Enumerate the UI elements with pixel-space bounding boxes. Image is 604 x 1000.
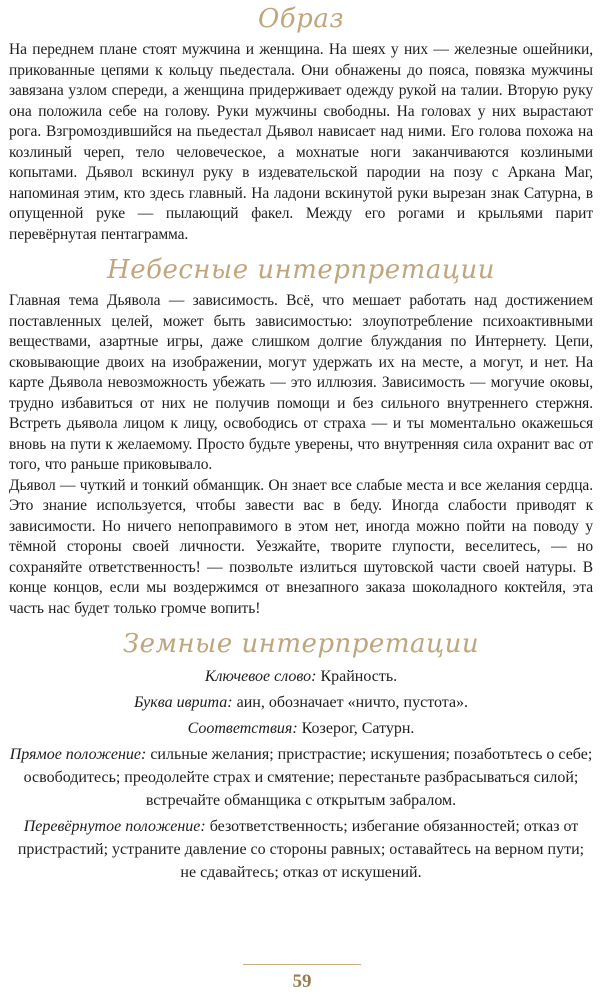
entry-correspondences bbox=[9, 717, 593, 740]
entry-label: Соответствия: bbox=[187, 720, 298, 737]
earthly-entries-list bbox=[9, 665, 593, 884]
heavenly-section-heading: Небесные интерпретации bbox=[107, 255, 495, 285]
entry-text: Крайность. bbox=[320, 668, 398, 685]
image-section bbox=[9, 4, 593, 245]
entry-text: Козерог, Сатурн. bbox=[301, 720, 415, 737]
earthly-section-heading: Земные интерпретации bbox=[122, 629, 480, 659]
heavenly-interpretations-section bbox=[9, 255, 593, 619]
heavenly-paragraph: Главная тема Дьявола — зависимость. Всё, что мешает работать над достижением поставленных целей, может быть зависимостью: злоупотребление психоактивными веществами, азартные игры, даже слишком долгие блуждания по Интернету. Цепи, сковывающие двоих на изображении, могут удержать их на месте, а могут, и нет. На карте Дьявола невозможность убежать — это иллюзия. Зависимость — могучие оковы, трудно избавиться от них не получив помощи и без сильного внутреннего стержня. Встреть дьявола лицом к лицу, освободись от страха — и ты моментально окажешься вновь на пути к желаемому. Просто будьте уверены, что внутренняя сила охранит вас от того, что раньше приковывало. bbox=[9, 292, 593, 473]
entry-hebrew-letter bbox=[9, 691, 593, 714]
entry-upright-position bbox=[9, 743, 593, 812]
entry-text: аин, обозначает «ничто, пустота». bbox=[236, 694, 469, 711]
heavenly-paragraph: Дьявол — чуткий и тонкий обманщик. Он знает все слабые места и все желания сердца. Это знание используется, чтобы завести вас в беду. Иногда слабости приводят к зависимости. Но ничего непоправимого в этом нет, иногда можно пойти на поводу у тёмной стороны своей личности. Уезжайте, творите глупости, веселитесь, — но сохраняйте ответственность! — позвольте излиться шутовской части своей натуры. В конце концов, если мы воздержимся от внезапного заказа шоколадного коктейля, эта часть нас будет только громче вопить! bbox=[9, 476, 593, 617]
entry-label: Перевёрнутое положение: bbox=[23, 818, 206, 835]
entry-label: Прямое положение: bbox=[9, 746, 147, 763]
entry-keyword bbox=[9, 665, 593, 688]
page-number: 59 bbox=[292, 971, 312, 992]
earthly-interpretations-section bbox=[9, 629, 593, 884]
entry-text: безответственность; избегание обязанностей; отказ от пристрастий; устраните давление со стороны равных; оставайтесь на верном пути; не сдавайтесь; отказ от искушений. bbox=[17, 818, 585, 881]
entry-label: Ключевое слово: bbox=[204, 668, 317, 685]
entry-reversed-position bbox=[9, 815, 593, 884]
entry-label: Буква иврита: bbox=[133, 694, 233, 711]
image-section-heading: Образ bbox=[257, 4, 344, 34]
image-paragraph: На переднем плане стоят мужчина и женщина. На шеях у них — железные ошейники, прикованные цепями к кольцу пьедестала. Они обнажены до пояса, повязка мужчины завязана узлом спереди, а женщина придерживает одежду рукой на талии. Вторую руку она положила себе на голову. Руки мужчины свободны. На головах у них вырастают рога. Взгромоздившийся на пьедестал Дьявол нависает над ними. Его голова похожа на козлиный череп, тело человеческое, а мохнатые ноги заканчиваются козлиными копытами. Дьявол вскинул руку в издевательской пародии на позу с Аркана Маг, напоминая этим, кто здесь главный. На ладони вскинутой руки вырезан знак Сатурна, в опущенной руке — пылающий факел. Между его рогами и крыльями парит перевёрнутая пентаграмма. bbox=[9, 41, 593, 243]
entry-text: сильные желания; пристрастие; искушения; позаботьтесь о себе; освободитесь; преодолейте страх и смятение; перестаньте разбрасываться силой; встречайте обманщика с открытым забралом. bbox=[23, 746, 593, 809]
page-footer bbox=[0, 964, 604, 992]
footer-divider bbox=[243, 964, 361, 965]
